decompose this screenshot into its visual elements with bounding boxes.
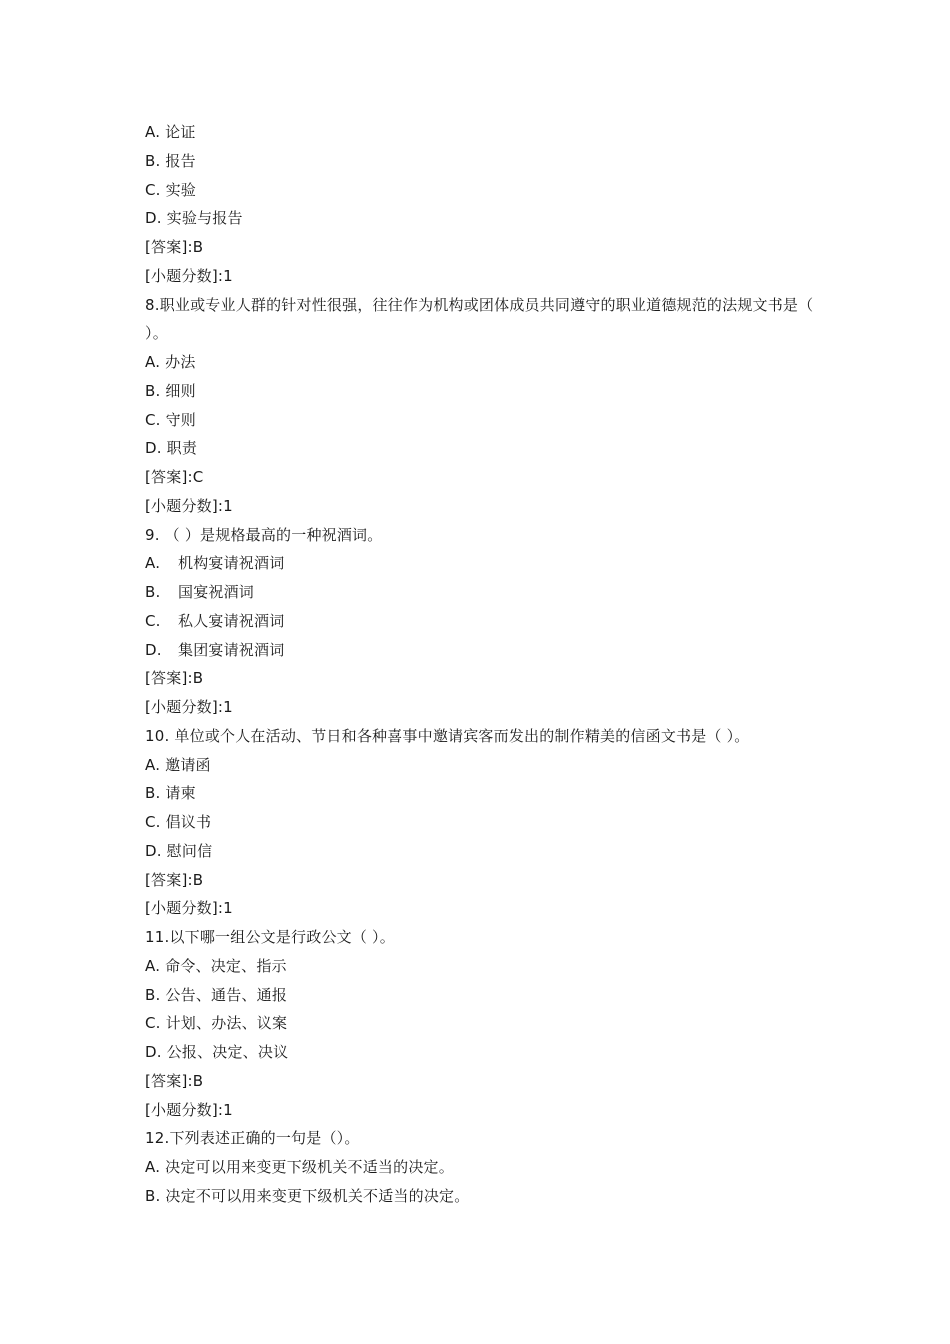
option-line: A. 论证	[145, 123, 196, 141]
option-label: C.	[145, 611, 161, 630]
option-line	[145, 578, 825, 607]
option-line: B. 细则	[145, 381, 196, 400]
option-line: C. 倡议书	[145, 813, 212, 831]
question-list	[145, 118, 825, 1211]
option-line	[145, 549, 825, 578]
option-label: B.	[145, 583, 161, 601]
option-line: B. 报告	[145, 151, 196, 170]
option-line	[145, 636, 825, 665]
answer-line: [答案]:B	[145, 238, 204, 256]
question-text: 9. （ ）是规格最高的一种祝酒词。	[145, 525, 383, 544]
answer-line: [答案]:B	[145, 669, 204, 688]
score-line: [小题分数]:1	[145, 1100, 233, 1119]
option-line: C. 守则	[145, 410, 197, 429]
answer-line: [答案]:C	[145, 468, 204, 486]
answer-line: [答案]:B	[145, 870, 204, 889]
option-text: 私人宴请祝酒词	[178, 611, 285, 630]
option-line	[145, 607, 825, 636]
question-text: 8.职业或专业人群的针对性很强，往往作为机构或团体成员共同遵守的职业道德规范的法规文书是（ ）。	[145, 295, 814, 343]
option-text: 机构宴请祝酒词	[178, 554, 285, 573]
option-line: D. 实验与报告	[145, 209, 243, 228]
score-line: [小题分数]:1	[145, 899, 233, 918]
option-line: B. 决定不可以用来变更下级机关不适当的决定。	[145, 1186, 470, 1205]
option-line: A. 决定可以用来变更下级机关不适当的决定。	[145, 1158, 454, 1176]
answer-line: [答案]:B	[145, 1071, 204, 1090]
option-text: 国宴祝酒词	[178, 583, 255, 601]
option-line: A. 命令、决定、指示	[145, 956, 287, 975]
question-text: 11.以下哪一组公文是行政公文（ ）。	[145, 928, 395, 946]
score-line: [小题分数]:1	[145, 266, 233, 285]
option-text: 集团宴请祝酒词	[178, 640, 285, 659]
option-line: A. 办法	[145, 353, 196, 371]
option-line: B. 请柬	[145, 784, 196, 803]
option-label: D.	[145, 640, 162, 659]
option-line: D. 职责	[145, 439, 198, 458]
question-text: 10. 单位或个人在活动、节日和各种喜事中邀请宾客而发出的制作精美的信函文书是（ ）。	[145, 726, 750, 745]
option-line: D. 公报、决定、决议	[145, 1043, 289, 1061]
question-text: 12.下列表述正确的一句是（）。	[145, 1129, 360, 1148]
score-line: [小题分数]:1	[145, 496, 233, 515]
option-line: C. 计划、办法、议案	[145, 1014, 288, 1033]
option-label: A.	[145, 554, 161, 573]
score-line: [小题分数]:1	[145, 698, 233, 716]
option-line: A. 邀请函	[145, 755, 211, 774]
option-line: C. 实验	[145, 180, 197, 199]
option-line: D. 慰问信	[145, 841, 213, 860]
option-line: B. 公告、通告、通报	[145, 985, 288, 1004]
